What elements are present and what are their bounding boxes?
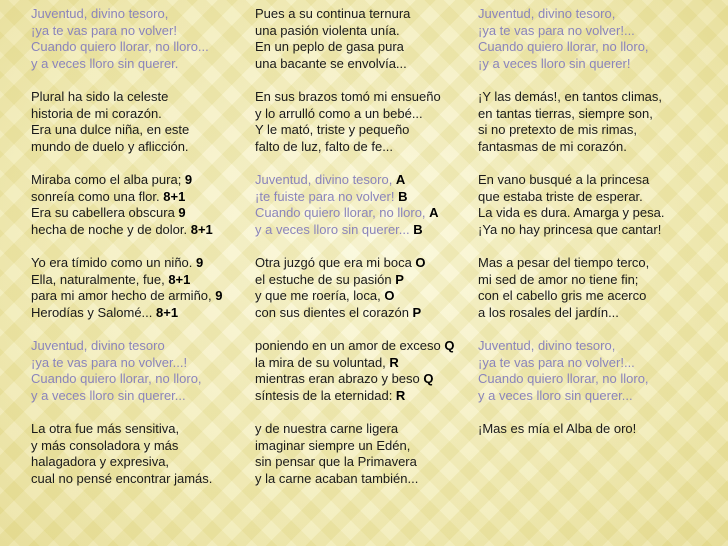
verse-line [478, 23, 718, 40]
verse-text: ¡ya te vas para no volver! [31, 22, 177, 38]
verse-text: En sus brazos tomó mi ensueño [255, 89, 441, 104]
verse-text: Juventud, divino tesoro, [478, 6, 616, 21]
verse-line [31, 222, 249, 239]
verse-line [255, 438, 473, 455]
verse-text: ¡te fuiste para no volver! [255, 188, 399, 204]
meter-annotation: 9 [178, 205, 186, 220]
stanza [31, 89, 249, 155]
verse-line [255, 106, 473, 123]
verse-text: La vida es dura. Amarga y pesa. [478, 205, 665, 220]
verse-line [255, 205, 473, 222]
verse-text: sin pensar que la Primavera [255, 454, 417, 469]
stanza [255, 338, 473, 404]
stanza [478, 255, 718, 321]
meter-annotation: 8+1 [163, 188, 186, 204]
refrain-stanza [478, 6, 718, 72]
verse-line [31, 139, 249, 156]
verse-line [255, 139, 473, 156]
verse-text: hecha de noche y de dolor. [31, 221, 191, 237]
verse-text: para mi amor hecho de armiño, [31, 288, 216, 303]
verse-line [478, 222, 718, 239]
verse-line [478, 255, 718, 272]
verse-text: Cuando quiero llorar, no lloro, [478, 39, 649, 54]
verse-line [255, 471, 473, 488]
refrain-stanza [478, 338, 718, 404]
verse-text: ¡ya te vas para no volver!... [478, 354, 635, 370]
verse-line [478, 272, 718, 289]
verse-line [255, 421, 473, 438]
meter-annotation: Q [423, 371, 434, 386]
verse-line [255, 6, 473, 23]
verse-text: la mira de su voluntad, [255, 354, 390, 370]
verse-text: Otra juzgó que era mi boca [255, 255, 416, 270]
verse-text: Miraba como el alba pura; [31, 172, 185, 187]
verse-text: Cuando quiero llorar, no lloro... [31, 39, 209, 54]
verse-line [255, 388, 473, 405]
verse-text: ¡ya te vas para no volver!... [478, 22, 635, 38]
verse-line [478, 106, 718, 123]
verse-text: con sus dientes el corazón [255, 304, 413, 320]
verse-line [478, 338, 718, 355]
verse-text: Juventud, divino tesoro [31, 338, 165, 353]
verse-line [31, 388, 249, 405]
stanza [255, 89, 473, 155]
meter-annotation: B [413, 221, 423, 237]
verse-line [31, 305, 249, 322]
verse-line [478, 139, 718, 156]
verse-text: falto de luz, falto de fe... [255, 138, 394, 154]
verse-text: y de nuestra carne ligera [255, 421, 399, 436]
verse-text: y la carne acaban también... [255, 470, 419, 486]
meter-annotation: O [384, 288, 395, 303]
poem-column-3 [478, 6, 718, 455]
verse-line [255, 56, 473, 73]
meter-annotation: A [429, 205, 439, 220]
meter-annotation: P [412, 304, 422, 320]
verse-line [478, 288, 718, 305]
verse-line [31, 56, 249, 73]
verse-line [255, 288, 473, 305]
verse-line [31, 172, 249, 189]
meter-annotation: P [395, 271, 404, 287]
verse-text: mientras eran abrazo y beso [255, 371, 424, 386]
verse-line [31, 122, 249, 139]
verse-line [478, 371, 718, 388]
verse-text: Mas a pesar del tiempo terco, [478, 255, 650, 270]
verse-line [31, 23, 249, 40]
verse-line [255, 189, 473, 206]
verse-text: En un peplo de gasa pura [255, 39, 404, 54]
verse-line [255, 89, 473, 106]
verse-text: Era una dulce niña, en este [31, 122, 190, 137]
verse-line [31, 338, 249, 355]
verse-line [255, 371, 473, 388]
verse-line [478, 388, 718, 405]
verse-line [478, 6, 718, 23]
meter-annotation: 9 [196, 255, 204, 270]
verse-text: cual no pensé encontrar jamás. [31, 470, 213, 486]
verse-text: ¡Mas es mía el Alba de oro! [478, 421, 637, 436]
verse-text: el estuche de su pasión [255, 271, 396, 287]
verse-text: si no pretexto de mis rimas, [478, 122, 637, 137]
verse-text: La otra fue más sensitiva, [31, 421, 180, 436]
verse-line [31, 6, 249, 23]
verse-line [478, 89, 718, 106]
stanza [255, 6, 473, 72]
verse-text: En vano busqué a la princesa [478, 172, 650, 187]
verse-line [255, 222, 473, 239]
verse-text: y más consoladora y más [31, 437, 179, 453]
verse-text: Cuando quiero llorar, no lloro, [478, 371, 649, 386]
verse-line [31, 454, 249, 471]
verse-line [478, 172, 718, 189]
verse-text: Cuando quiero llorar, no lloro, [31, 371, 202, 386]
meter-annotation: R [395, 387, 406, 403]
verse-line [31, 438, 249, 455]
verse-text: Herodías y Salomé... [31, 304, 156, 320]
refrain-stanza [255, 172, 473, 238]
verse-text: una pasión violenta unía. [255, 22, 400, 38]
meter-annotation: A [395, 172, 406, 187]
verse-text: Juventud, divino tesoro, [478, 338, 616, 353]
verse-line [255, 272, 473, 289]
verse-text: con el cabello gris me acerco [478, 288, 647, 303]
verse-text: que estaba triste de esperar. [478, 188, 643, 204]
stanza [255, 255, 473, 321]
verse-text: a los rosales del jardín... [478, 304, 619, 320]
verse-text: y a veces lloro sin querer. [31, 55, 179, 71]
verse-text: Plural ha sido la celeste [31, 89, 169, 104]
verse-line [255, 355, 473, 372]
verse-text: imaginar siempre un Edén, [255, 437, 411, 453]
verse-text: y a veces lloro sin querer... [255, 221, 414, 237]
meter-annotation: 9 [215, 288, 223, 303]
verse-line [478, 205, 718, 222]
verse-line [255, 23, 473, 40]
verse-text: poniendo en un amor de exceso [255, 338, 445, 353]
stanza [31, 421, 249, 487]
verse-line [31, 189, 249, 206]
verse-text: ¡Y las demás!, en tantos climas, [478, 89, 663, 104]
verse-text: síntesis de la eternidad: [255, 387, 396, 403]
verse-text: mi sed de amor no tiene fin; [478, 271, 639, 287]
verse-text: ¡y a veces lloro sin querer! [478, 55, 631, 71]
poem-column-1 [31, 6, 249, 504]
meter-annotation: O [415, 255, 426, 270]
verse-line [255, 255, 473, 272]
meter-annotation: 9 [184, 172, 193, 187]
verse-line [31, 272, 249, 289]
verse-line [478, 421, 718, 438]
verse-line [478, 39, 718, 56]
verse-text: sonreía como una flor. [31, 188, 164, 204]
stanza [478, 421, 718, 438]
verse-text: y a veces lloro sin querer... [478, 387, 633, 403]
refrain-stanza [31, 338, 249, 404]
verse-line [478, 355, 718, 372]
verse-text: historia de mi corazón. [31, 105, 162, 121]
verse-text: una bacante se envolvía... [255, 55, 407, 71]
verse-text: Pues a su continua ternura [255, 6, 411, 21]
verse-text: y lo arrulló como a un bebé... [255, 105, 423, 121]
verse-line [478, 122, 718, 139]
meter-annotation: Q [444, 338, 455, 353]
verse-text: Yo era tímido como un niño. [31, 255, 197, 270]
verse-line [478, 305, 718, 322]
meter-annotation: 8+1 [168, 271, 191, 287]
verse-text: Cuando quiero llorar, no lloro, [255, 205, 430, 220]
verse-line [31, 471, 249, 488]
verse-text: Y le mató, triste y pequeño [255, 122, 410, 137]
verse-line [31, 89, 249, 106]
verse-text: Ella, naturalmente, fue, [31, 271, 169, 287]
verse-text: ¡ya te vas para no volver...! [31, 354, 188, 370]
stanza [478, 172, 718, 238]
verse-line [31, 205, 249, 222]
verse-line [255, 454, 473, 471]
verse-text: Juventud, divino tesoro, [255, 172, 396, 187]
verse-text: ¡Ya no hay princesa que cantar! [478, 221, 662, 237]
poem-column-2 [255, 6, 473, 504]
verse-line [31, 421, 249, 438]
meter-annotation: 8+1 [156, 304, 179, 320]
verse-line [255, 39, 473, 56]
verse-line [478, 189, 718, 206]
verse-line [31, 288, 249, 305]
meter-annotation: 8+1 [190, 221, 213, 237]
verse-text: Juventud, divino tesoro, [31, 6, 169, 21]
verse-line [31, 39, 249, 56]
verse-line [255, 338, 473, 355]
verse-line [255, 305, 473, 322]
verse-line [31, 106, 249, 123]
verse-line [255, 172, 473, 189]
verse-line [255, 122, 473, 139]
verse-line [478, 56, 718, 73]
verse-text: mundo de duelo y aflicción. [31, 138, 189, 154]
refrain-stanza [31, 6, 249, 72]
stanza [31, 172, 249, 238]
verse-text: y a veces lloro sin querer... [31, 387, 186, 403]
stanza [255, 421, 473, 487]
meter-annotation: R [389, 354, 399, 370]
verse-line [31, 255, 249, 272]
verse-text: halagadora y expresiva, [31, 454, 170, 469]
verse-text: Era su cabellera obscura [31, 205, 179, 220]
meter-annotation: B [398, 188, 408, 204]
verse-line [31, 355, 249, 372]
verse-text: en tantas tierras, siempre son, [478, 105, 653, 121]
stanza [31, 255, 249, 321]
verse-text: fantasmas de mi corazón. [478, 138, 627, 154]
verse-line [31, 371, 249, 388]
stanza [478, 89, 718, 155]
verse-text: y que me roería, loca, [255, 288, 385, 303]
